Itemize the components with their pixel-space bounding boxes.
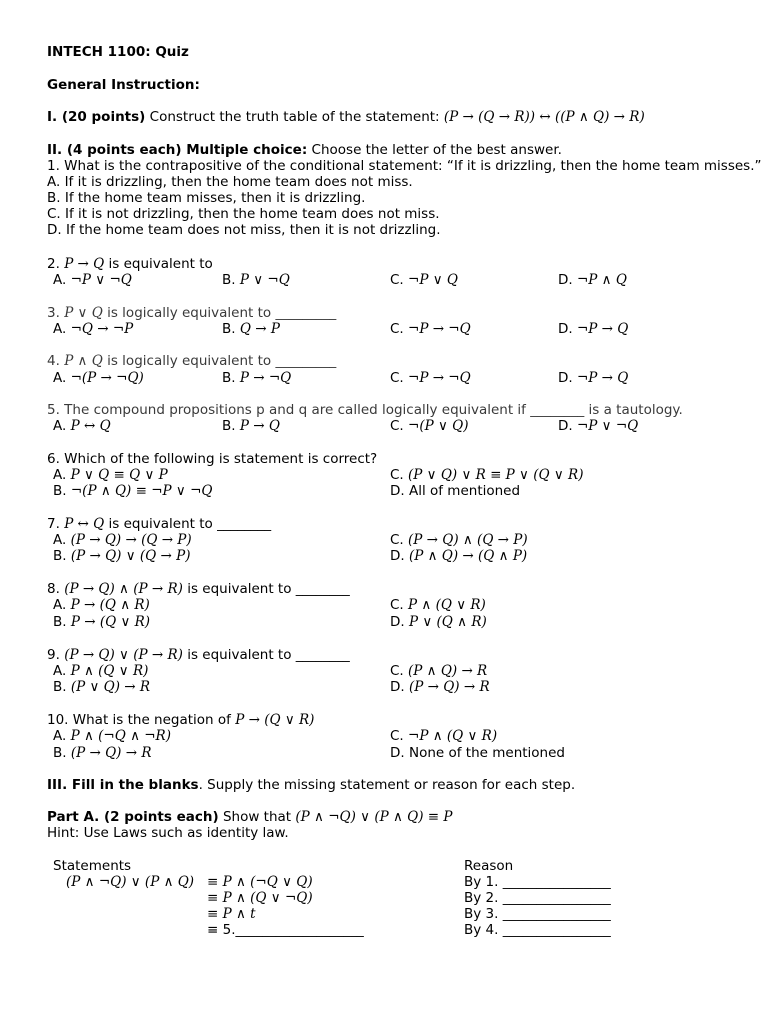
q2-expression: P → Q [64, 256, 105, 272]
part1-label: I. (20 points) [47, 109, 146, 125]
q10-option-c: C. ¬P ∧ (Q ∨ R) [390, 728, 498, 744]
q2-number: 2. [47, 256, 60, 272]
part2-label: II. (4 points each) Multiple choice: [47, 142, 308, 158]
q7-option-d: D. (P ∧ Q) → (Q ∧ P) [390, 548, 528, 564]
q2-tail: is equivalent to [108, 256, 213, 272]
reason-blank-1[interactable]: By 1. ________________ [464, 874, 611, 890]
q4-option-b: B. P → ¬Q [222, 370, 292, 386]
q5-option-c: C. ¬(P ∨ Q) [390, 418, 469, 434]
reason-blank-3[interactable]: By 3. ________________ [464, 906, 611, 922]
q6-option-a: A. P ∨ Q ≡ Q ∨ P [53, 467, 168, 483]
q10-option-b: B. (P → Q) → R [53, 745, 152, 761]
q1-option-b: B. If the home team misses, then it is drizzling. [47, 190, 366, 206]
q6-stem: 6. Which of the following is statement is correct? [47, 451, 378, 467]
q8-option-a: A. P → (Q ∧ R) [53, 597, 150, 613]
part3-label: III. Fill in the blanks [47, 777, 199, 793]
q8-option-d: D. P ∨ (Q ∧ R) [390, 614, 487, 630]
q7-option-c: C. (P → Q) ∧ (Q → P) [390, 532, 528, 548]
q5-option-a: A. P ↔ Q [53, 418, 111, 434]
q2-option-a: A. ¬P ∨ ¬Q [53, 272, 132, 288]
part3-text: . Supply the missing statement or reason for each step. [198, 777, 576, 793]
q1-option-a: A. If it is drizzling, then the home team does not miss. [47, 174, 413, 190]
partA-label: Part A. (2 points each) [47, 809, 219, 825]
q4-option-c: C. ¬P → ¬Q [390, 370, 471, 386]
q1-option-c: C. If it is not drizzling, then the home team does not miss. [47, 206, 440, 222]
partA-text: Show that [222, 809, 292, 825]
q2-option-c: C. ¬P ∨ Q [390, 272, 458, 288]
q2-stem [47, 256, 213, 272]
q1-stem: 1. What is the contrapositive of the conditional statement: “If it is drizzling, then the home team misses.” [47, 158, 762, 174]
proof-step-4-blank[interactable]: ≡ 5.___________________ [207, 922, 364, 938]
proof-step-1: ≡ P ∧ (¬Q ∨ Q) [207, 874, 313, 890]
reason-header: Reason [464, 858, 514, 874]
q9-option-a: A. P ∧ (Q ∨ R) [53, 663, 149, 679]
partA-hint: Hint: Use Laws such as identity law. [47, 825, 289, 841]
part2-heading [47, 142, 562, 158]
q3-option-c: C. ¬P → ¬Q [390, 321, 471, 337]
q4-option-d: D. ¬P → Q [558, 370, 629, 386]
q9-option-b: B. (P ∨ Q) → R [53, 679, 151, 695]
q3-stem: 3. P ∨ Q is logically equivalent to _________ [47, 305, 337, 321]
proof-step-2: ≡ P ∧ (Q ∨ ¬Q) [207, 890, 313, 906]
q7-option-a: A. (P → Q) → (Q → P) [53, 532, 192, 548]
part2-text: Choose the letter of the best answer. [311, 142, 562, 158]
part1-formula: (P → (Q → R)) ↔ ((P ∧ Q) → R) [443, 109, 645, 125]
q9-option-c: C. (P ∧ Q) → R [390, 663, 488, 679]
q10-option-d: D. None of the mentioned [390, 745, 565, 761]
q2-option-d: D. ¬P ∧ Q [558, 272, 627, 288]
q5-stem: 5. The compound propositions p and q are called logically equivalent if ________ is a tautology. [47, 402, 683, 418]
q8-option-c: C. P ∧ (Q ∨ R) [390, 597, 486, 613]
proof-step-3: ≡ P ∧ t [207, 906, 256, 922]
reason-blank-4[interactable]: By 4. ________________ [464, 922, 611, 938]
q9-option-d: D. (P → Q) → R [390, 679, 490, 695]
q4-option-a: A. ¬(P → ¬Q) [53, 370, 144, 386]
q10-option-a: A. P ∧ (¬Q ∧ ¬R) [53, 728, 171, 744]
q10-stem: 10. What is the negation of P → (Q ∨ R) [47, 712, 315, 728]
q8-stem: 8. (P → Q) ∧ (P → R) is equivalent to ________ [47, 581, 350, 597]
partA-heading [47, 809, 452, 825]
q6-option-c: C. (P ∨ Q) ∨ R ≡ P ∨ (Q ∨ R) [390, 467, 584, 483]
q4-stem: 4. P ∧ Q is logically equivalent to _________ [47, 353, 337, 369]
q3-option-a: A. ¬Q → ¬P [53, 321, 134, 337]
general-instruction-heading: General Instruction: [47, 77, 200, 93]
q3-option-b: B. Q → P [222, 321, 280, 337]
reason-blank-2[interactable]: By 2. ________________ [464, 890, 611, 906]
q7-option-b: B. (P → Q) ∨ (Q → P) [53, 548, 191, 564]
partA-formula: (P ∧ ¬Q) ∨ (P ∧ Q) ≡ P [295, 809, 453, 825]
statements-header: Statements [53, 858, 132, 874]
q6-option-d: D. All of mentioned [390, 483, 521, 499]
q8-option-b: B. P → (Q ∨ R) [53, 614, 151, 630]
proof-start-statement: (P ∧ ¬Q) ∨ (P ∧ Q) [66, 874, 195, 890]
q5-option-d: D. ¬P ∨ ¬Q [558, 418, 639, 434]
q5-option-b: B. P → Q [222, 418, 280, 434]
part3-heading [47, 777, 575, 793]
q7-stem: 7. P ↔ Q is equivalent to ________ [47, 516, 272, 532]
q2-option-b: B. P ∨ ¬Q [222, 272, 290, 288]
part1-text: Construct the truth table of the statement: [149, 109, 440, 125]
part1-line [47, 109, 645, 125]
q1-option-d: D. If the home team does not miss, then it is not drizzling. [47, 222, 441, 238]
q9-stem: 9. (P → Q) ∨ (P → R) is equivalent to ________ [47, 647, 350, 663]
quiz-title: INTECH 1100: Quiz [47, 44, 189, 60]
q6-option-b: B. ¬(P ∧ Q) ≡ ¬P ∨ ¬Q [53, 483, 213, 499]
q3-option-d: D. ¬P → Q [558, 321, 629, 337]
